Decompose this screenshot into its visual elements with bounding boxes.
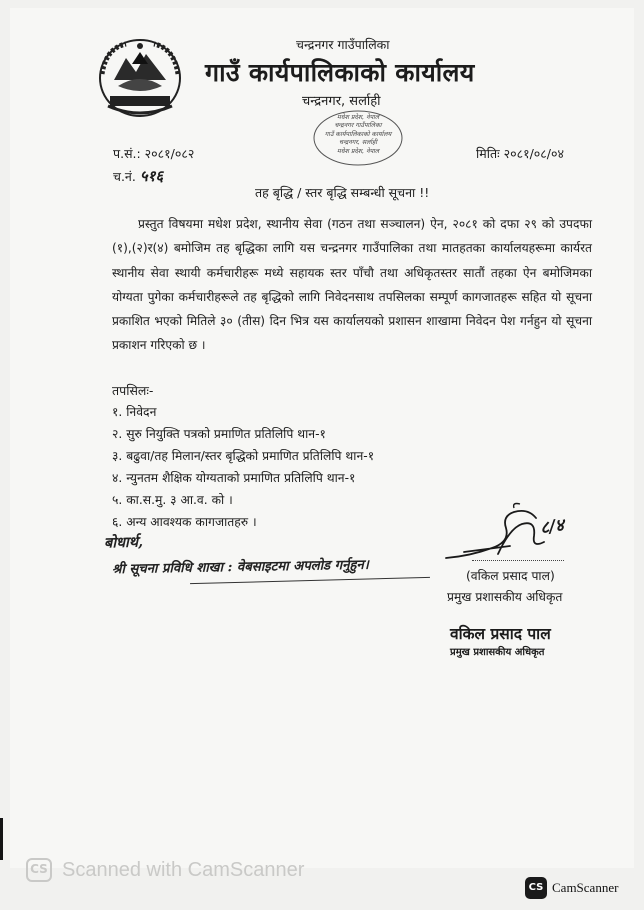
annex-item: ३. बढुवा/तह मिलान/स्तर बृद्धिको प्रमाणित प्रतिलिपि थान-१ (112, 449, 375, 464)
seal-line: गाउँ कार्यपालिकाको कार्यालय (324, 130, 392, 138)
annex-item: १. निवेदन (112, 405, 157, 419)
annex-list (112, 401, 374, 534)
signature-scribble-icon (440, 498, 580, 578)
government-emblem-icon (92, 34, 188, 120)
office-title: गाउँ कार्यपालिकाको कार्यालय (205, 58, 475, 87)
dispatch-value: ५१६ (139, 167, 164, 185)
notice-subject: तह बृद्धि / स्तर बृद्धि सम्बन्धी सूचना !! (255, 185, 430, 200)
camscanner-badge-text: CamScanner (552, 880, 619, 895)
annex-item: ४. न्युनतम शैक्षिक योग्यताको प्रमाणित प्रतिलिपि थान-१ (112, 471, 356, 486)
name-stamp: वकिल प्रसाद पाल (450, 625, 551, 643)
office-seal (310, 108, 406, 168)
handwritten-cc-note: श्री सूचना प्रविधि शाखा : वेबसाइटमा अपलोड गर्नुहुन। (111, 557, 369, 578)
signature-line (472, 560, 564, 561)
camscanner-watermark-text: Scanned with CamScanner (62, 859, 305, 881)
annex-title: तपसिलः- (112, 383, 154, 398)
annex-item: २. सुरु नियुक्ति पत्रको प्रमाणित प्रतिलिपि थान-१ (112, 427, 326, 442)
annex-item: ५. का.स.मु. ३ आ.व. को । (112, 493, 233, 508)
signature (440, 498, 580, 578)
seal-line: मधेश प्रदेश, नेपाल (336, 114, 380, 121)
office-location: चन्द्रनगर, सर्लाही (302, 94, 381, 109)
handwritten-cc-label: बोधार्थ, (103, 533, 144, 552)
camscanner-watermark-logo-icon: CS (26, 858, 52, 882)
reference-number: प.सं.: २०८१/०८२ (113, 146, 195, 161)
title-stamp: प्रमुख प्रशासकीय अधिकृत (450, 647, 545, 658)
signature-date: ८/४ (538, 515, 566, 539)
camscanner-badge-logo-icon: CS (525, 877, 547, 899)
municipality-name: चन्द्रनगर गाउँपालिका (296, 37, 390, 52)
signatory-name: (वकिल प्रसाद पाल) (466, 569, 555, 583)
annex-item: ६. अन्य आवश्यक कागजातहरु । (112, 515, 257, 530)
dispatch-label: च.नं. (113, 169, 136, 184)
dispatch-number (113, 166, 163, 186)
signatory-title: प्रमुख प्रशासकीय अधिकृत (447, 590, 563, 604)
seal-line: चन्द्रनगर, सर्लाही (338, 139, 378, 147)
seal-line: चन्द्रनगर गाउँपालिका (334, 122, 382, 130)
scan-edge-mark (0, 818, 3, 860)
seal-line: मधेश प्रदेश, नेपाल (336, 147, 380, 155)
notice-body: प्रस्तुत विषयमा मधेश प्रदेश, स्थानीय सेवा (गठन तथा सञ्चालन) ऐन, २०८१ को दफा २९ को उपदफा (१),(२)र(४) बमोजिम तह बृद्धिका लागि यस चन्द्रनगर गाउँपालिका तथा मातहतका कार्यालयहरूमा कार्यरत स्थानीय सेवा स्थायी कर्मचारीहरू मध्ये सहायक स्तर पाँचौ तथा अधिकृतस्तर सातौं तहका ऐन बमोजिमका योग्यता पुगेका कर्मचारीहरूले तह बृद्धिको लागि निवेदनसाथ तपसिलका सम्पूर्ण कागजातहरू सहित यो सूचना प्रकाशित भएको मितिले ३० (तीस) दिन भित्र यस कार्यालयको प्रशासन शाखामा निवेदन पेश गर्नहुन यो सूचना प्रकाशन गरिएको छ । (112, 217, 592, 353)
letter-date: मितिः २०८१/०८/०४ (476, 146, 564, 161)
